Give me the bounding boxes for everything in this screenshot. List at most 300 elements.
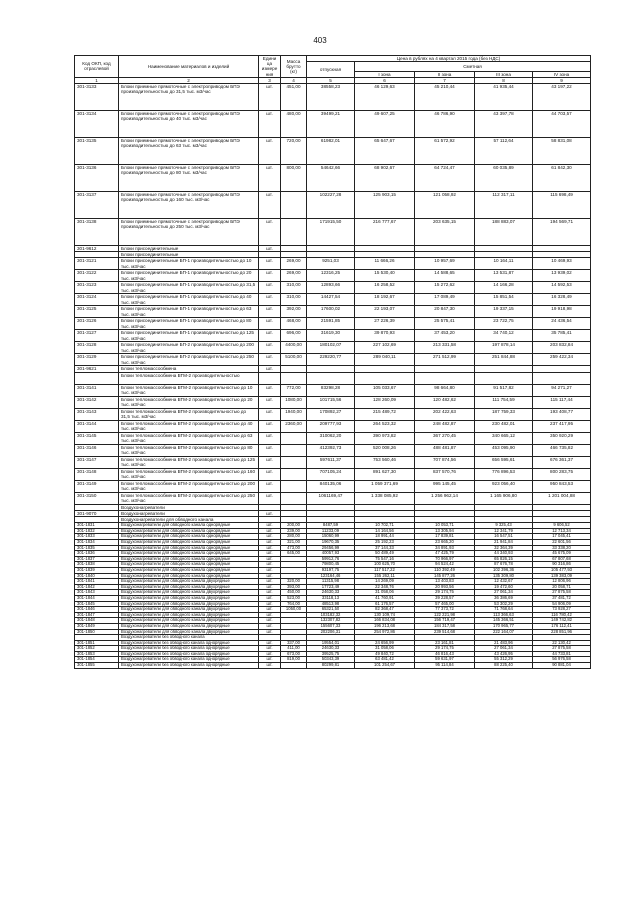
cell-unit: шт. (259, 595, 281, 601)
cell-release-price: 209777,93 (307, 420, 355, 432)
cell-code: 301-1852 (75, 646, 119, 652)
cell-zone4-price: 45 675,09 (533, 551, 591, 557)
cell-zone1-price: 227 102,69 (355, 342, 415, 354)
cell-name: Блоки тепломассообмена (119, 366, 259, 372)
cell-zone2-price: 23 665,20 (415, 540, 475, 546)
cell-zone2-price: 14 588,65 (415, 270, 475, 282)
cell-zone3-price: 656 595,61 (475, 456, 533, 468)
cell-zone2-price: 20 847,30 (415, 306, 475, 318)
cell-zone4-price: 115 117,44 (533, 396, 591, 408)
cell-unit: шт. (259, 330, 281, 342)
cell-zone1-price: 61 176,57 (355, 601, 415, 607)
cell-zone4-price: 237 417,95 (533, 420, 591, 432)
cell-zone3-price: 145 366,51 (475, 618, 533, 624)
cell-zone4-price: 259 422,34 (533, 354, 591, 366)
cell-zone2-price: 61 572,92 (415, 138, 475, 165)
cell-name: Блоки присоединительные (119, 252, 259, 258)
cell-name: Блоки тепломассообмена БТМ-2 производительностью до 250 тыс. м3/час (119, 492, 259, 504)
cell-zone1-price: 16 258,52 (355, 282, 415, 294)
cell-zone1-price: 166 834,08 (355, 618, 415, 624)
col-code-header: Код ОКП, код отраслевой (75, 56, 119, 78)
cell-zone1-price: 24 656,99 (355, 640, 415, 646)
cell-zone1-price: 63 481,42 (355, 657, 415, 663)
cell-zone1-price: 101 254,67 (355, 663, 415, 669)
cell-mass: 645,00 (281, 551, 307, 557)
cell-code: 301-3149 (75, 480, 119, 492)
cell-zone3-price: 187 759,33 (475, 408, 533, 420)
cell-code: 301-3150 (75, 492, 119, 504)
cell-code: 301-3146 (75, 444, 119, 456)
cell-unit: шт. (259, 480, 281, 492)
cell-zone4-price: 194 569,71 (533, 219, 591, 246)
cell-unit: шт. (259, 306, 281, 318)
cell-release-price: 8487,59 (307, 523, 355, 529)
cell-code: 301-3138 (75, 219, 119, 246)
table-row (75, 567, 591, 573)
cell-zone3-price: 15 851,54 (475, 294, 533, 306)
cell-zone4-price: 350 920,29 (533, 432, 591, 444)
cell-code: 301-1853 (75, 651, 119, 657)
cell-name: Блоки тепломассообмена БТМ-2 производительностью до 63 тыс. м3/час (119, 432, 259, 444)
table-row (75, 294, 591, 306)
cell-zone1-price: 254 972,86 (355, 629, 415, 635)
cell-code: 301-1843 (75, 590, 119, 596)
cell-zone4-price: 22 601,56 (533, 540, 591, 546)
cell-zone4-price: 73 928,27 (533, 607, 591, 613)
col-price-header: Цена в рублях на 4 квартал 2015 года (без НДС) (307, 56, 591, 62)
col-number: 6 (355, 77, 415, 83)
cell-zone2-price: 45 210,44 (415, 84, 475, 111)
cell-unit: шт. (259, 384, 281, 396)
cell-zone2-price: 213 331,58 (415, 342, 475, 354)
cell-name: Воздухонагреватели для обводного канала однорядные (119, 534, 259, 540)
cell-name: Блоки тепломассообмена БТМ-2 производительностью до 20 тыс. м3/час (119, 396, 259, 408)
cell-zone2-price: 110 392,49 (415, 567, 475, 573)
cell-zone4-price: 90 316,86 (533, 562, 591, 568)
col-number: 4 (281, 77, 307, 83)
table-row (75, 573, 591, 579)
col-estimate-header: Сметная (355, 62, 591, 71)
cell-zone2-price: 121 058,92 (415, 192, 475, 219)
cell-unit: шт. (259, 584, 281, 590)
cell-release-price: 19670,35 (307, 540, 355, 546)
cell-name: Воздухонагреватели для обводного канала двухрядные (119, 601, 259, 607)
cell-release-price: 12893,66 (307, 282, 355, 294)
cell-name: Воздухонагреватели для обводного канала однорядные (119, 567, 259, 573)
cell-mass (281, 492, 307, 504)
table-header (75, 56, 591, 84)
cell-mass: 5100,00 (281, 354, 307, 366)
cell-zone3-price: 222 164,07 (475, 629, 533, 635)
cell-zone2-price: 10 957,69 (415, 258, 475, 270)
cell-code: 301-3133 (75, 84, 119, 111)
cell-name: Воздухонагреватели для обводного канала двухрядные (119, 595, 259, 601)
cell-unit: шт. (259, 601, 281, 607)
cell-release-price: 24630,33 (307, 646, 355, 652)
table-row (75, 318, 591, 330)
cell-zone1-price: 125 903,15 (355, 192, 415, 219)
cell-zone3-price: 776 896,53 (475, 468, 533, 480)
cell-code: 301-9070 (75, 510, 119, 516)
cell-release-price: 38558,23 (307, 84, 355, 111)
cell-zone1-price: 390 973,82 (355, 432, 415, 444)
cell-zone2-price: 17 089,49 (415, 294, 475, 306)
cell-zone4-price: 17 045,41 (533, 534, 591, 540)
cell-zone4-price: 37 481,72 (533, 595, 591, 601)
table-row (75, 408, 591, 420)
col-number: 9 (533, 77, 591, 83)
cell-release-price: 31619,30 (307, 330, 355, 342)
cell-release-price: 48513,98 (307, 601, 355, 607)
cell-code: 301-3126 (75, 318, 119, 330)
cell-zone1-price: 49 840,72 (355, 651, 415, 657)
cell-zone4-price: 10 469,93 (533, 258, 591, 270)
cell-zone1-price: 105 033,67 (355, 384, 415, 396)
cell-unit: шт. (259, 623, 281, 629)
cell-release-price: 132307,82 (307, 618, 355, 624)
cell-unit: шт. (259, 246, 281, 252)
cell-release-price: 29456,99 (307, 545, 355, 551)
cell-name: Блоки присоединительные БП-2 производительностью до 200 тыс. м3/час (119, 342, 259, 354)
cell-release-price: 11233,09 (307, 528, 355, 534)
cell-zone4-price: 24 436,54 (533, 318, 591, 330)
table-row (75, 84, 591, 111)
cell-code: 301-3148 (75, 468, 119, 480)
cell-zone1-price: 27 226,39 (355, 318, 415, 330)
cell-zone3-price: 71 768,64 (475, 607, 533, 613)
cell-zone2-price: 98 664,80 (415, 384, 475, 396)
cell-name: Блоки тепломассообмена БТМ-2 производительностью до 125 тыс. м3/час (119, 456, 259, 468)
cell-unit: шт. (259, 84, 281, 111)
cell-zone2-price: 37 453,20 (415, 330, 475, 342)
cell-unit: шт. (259, 354, 281, 366)
cell-code: 301-1842 (75, 584, 119, 590)
cell-zone1-price: 130 109,74 (355, 612, 415, 618)
cell-code: 301-1846 (75, 607, 119, 613)
cell-release-price: 59912,76 (307, 556, 355, 562)
col-zone1-header: I зона (355, 71, 415, 77)
table-row (75, 306, 591, 318)
cell-zone3-price: 10 164,11 (475, 258, 533, 270)
cell-mass (281, 444, 307, 456)
cell-zone3-price: 230 482,01 (475, 420, 533, 432)
cell-zone1-price: 49 607,25 (355, 111, 415, 138)
cell-zone2-price: 995 145,45 (415, 480, 475, 492)
cell-unit: шт. (259, 444, 281, 456)
cell-name: Блоки тепломассообмена БТМ-2 производительностью до 40 тыс. м3/час (119, 420, 259, 432)
cell-code: 301-3143 (75, 408, 119, 420)
cell-zone1-price: 68 902,67 (355, 165, 415, 192)
cell-code: 301-9612 (75, 246, 119, 252)
cell-zone1-price: 31 058,06 (355, 590, 415, 596)
cell-unit: шт. (259, 510, 281, 516)
cell-unit (259, 372, 281, 384)
cell-release-price: 412392,73 (307, 444, 355, 456)
cell-zone4-price: 35 785,41 (533, 330, 591, 342)
cell-zone2-price: 120 482,62 (415, 396, 475, 408)
cell-code: 301-1840 (75, 573, 119, 579)
cell-release-price: 33118,13 (307, 595, 355, 601)
cell-zone3-price: 27 061,34 (475, 590, 533, 596)
cell-zone3-price: 91 517,82 (475, 384, 533, 396)
cell-zone2-price: 95 114,84 (415, 663, 475, 669)
cell-zone2-price: 239 514,68 (415, 629, 475, 635)
table-row (75, 138, 591, 165)
cell-zone1-price: 82 368,47 (355, 607, 415, 613)
cell-zone3-price: 32 364,39 (475, 545, 533, 551)
cell-zone3-price: 170 965,77 (475, 623, 533, 629)
col-number: 8 (475, 77, 533, 83)
cell-code: 301-1832 (75, 528, 119, 534)
cell-zone1-price: 215 489,72 (355, 408, 415, 420)
cell-unit: шт. (259, 534, 281, 540)
cell-release-price: 707105,24 (307, 468, 355, 480)
cell-zone3-price: 36 386,69 (475, 595, 533, 601)
cell-name: Воздухонагреватели (119, 510, 259, 516)
cell-zone4-price: 105 477,93 (533, 567, 591, 573)
cell-zone4-price: 115 698,49 (533, 192, 591, 219)
col-number: 7 (415, 77, 475, 83)
cell-code: 301-1836 (75, 551, 119, 557)
cell-release-price: 65321,50 (307, 607, 355, 613)
cell-code: 301-1834 (75, 540, 119, 546)
cell-zone2-price: 47 425,79 (415, 551, 475, 557)
cell-code: 301-3121 (75, 258, 119, 270)
cell-name: Воздухонагреватели для обводного канала однорядные (119, 523, 259, 529)
cell-unit: шт. (259, 468, 281, 480)
cell-zone3-price: 102 396,36 (475, 567, 533, 573)
col-number: 2 (119, 77, 259, 83)
cell-unit: шт. (259, 640, 281, 646)
cell-zone1-price: 264 523,32 (355, 420, 415, 432)
table-row (75, 165, 591, 192)
cell-release-price: 50343,39 (307, 657, 355, 663)
cell-zone3-price: 44 340,93 (475, 551, 533, 557)
cell-release-price: 83298,28 (307, 384, 355, 396)
cell-zone2-price: 17 839,81 (415, 534, 475, 540)
cell-name: Воздухонагреватели без обводного канала однорядные (119, 651, 259, 657)
cell-zone4-price: 44 703,57 (533, 111, 591, 138)
cell-name: Блоки тепломассообмена БТМ-2 производительностью (119, 372, 259, 384)
cell-zone3-price: 55 312,29 (475, 657, 533, 663)
cell-name: Блоки присоединительные БП-1 производительностью до 10 тыс. м3/час (119, 258, 259, 270)
cell-mass (281, 480, 307, 492)
table-row (75, 219, 591, 246)
cell-zone1-price: 14 269,09 (355, 579, 415, 585)
cell-unit: шт. (259, 646, 281, 652)
table-row (75, 396, 591, 408)
price-table (74, 55, 591, 669)
cell-unit: шт. (259, 420, 281, 432)
cell-mass: 772,00 (281, 384, 307, 396)
cell-name: Блоки тепломассообмена БТМ-2 производительностью до 10 тыс. м3/час (119, 384, 259, 396)
cell-name: Блоки присоединительные БП-1 производительностью до 31,5 тыс. м3/час (119, 282, 259, 294)
cell-mass: 280,00 (281, 534, 307, 540)
cell-zone3-price: 1 165 906,80 (475, 492, 533, 504)
cell-name: Блоки приемные прямоточные с электроприводом БПЭ производительностью до 250 тыс. м3/час (119, 219, 259, 246)
cell-zone1-price: 117 517,22 (355, 567, 415, 573)
cell-zone4-price: 139 383,09 (533, 573, 591, 579)
cell-unit: шт. (259, 282, 281, 294)
cell-zone3-price: 34 740,12 (475, 330, 533, 342)
table-row (75, 111, 591, 138)
cell-code: 301-1850 (75, 629, 119, 635)
cell-unit: шт. (259, 573, 281, 579)
page-number: 403 (313, 36, 327, 45)
cell-zone3-price: 43 426,95 (475, 651, 533, 657)
cell-zone4-price: 149 742,82 (533, 618, 591, 624)
cell-mass: 321,00 (281, 540, 307, 546)
cell-zone1-price: 18 991,44 (355, 534, 415, 540)
cell-zone3-price: 188 883,07 (475, 219, 533, 246)
cell-code: 301-1831 (75, 523, 119, 529)
cell-zone4-price: 800 283,75 (533, 468, 591, 480)
cell-zone4-price: 44 733,81 (533, 651, 591, 657)
cell-zone3-price: 112 317,11 (475, 192, 533, 219)
cell-unit: шт. (259, 432, 281, 444)
cell-zone4-price: 14 592,53 (533, 282, 591, 294)
cell-name: Блоки тепломассообмена БТМ-2 производительностью до 80 тыс. м3/час (119, 444, 259, 456)
cell-release-price: 310062,20 (307, 432, 355, 444)
cell-mass: 2360,00 (281, 420, 307, 432)
cell-unit: шт. (259, 590, 281, 596)
cell-code: 301-1839 (75, 567, 119, 573)
table-row (75, 468, 591, 480)
cell-name: Блоки приемные прямоточные с электроприводом БПЭ производительностью до 40 тыс. м3/час (119, 111, 259, 138)
cell-release-price: 103182,32 (307, 612, 355, 618)
cell-release-price: 14427,54 (307, 294, 355, 306)
cell-code: 301-1849 (75, 623, 119, 629)
cell-zone3-price: 9 325,43 (475, 523, 533, 529)
cell-unit: шт. (259, 551, 281, 557)
cell-mass: 468,00 (281, 318, 307, 330)
cell-zone4-price: 1 201 004,88 (533, 492, 591, 504)
cell-zone1-price: 10 702,71 (355, 523, 415, 529)
cell-zone1-price: 128 260,09 (355, 396, 415, 408)
cell-release-price: 155607,33 (307, 623, 355, 629)
cell-zone2-price: 248 482,87 (415, 420, 475, 432)
cell-name: Блоки тепломассообмена БТМ-2 производительностью до 160 тыс. м3/час (119, 468, 259, 480)
cell-name: Воздухонагреватели для обводного канала двухрядные (119, 607, 259, 613)
cell-zone2-price: 57 465,00 (415, 601, 475, 607)
cell-zone4-price: 90 881,04 (533, 663, 591, 669)
table-row (75, 492, 591, 504)
cell-mass: 720,00 (281, 138, 307, 165)
cell-code: 301-3127 (75, 330, 119, 342)
cell-release-price: 39525,75 (307, 651, 355, 657)
cell-zone3-price: 27 061,34 (475, 646, 533, 652)
table-row (75, 663, 591, 669)
cell-zone2-price: 46 786,90 (415, 111, 475, 138)
table-row (75, 480, 591, 492)
table-row (75, 629, 591, 635)
cell-zone3-price: 113 366,63 (475, 612, 533, 618)
cell-mass: 480,00 (281, 111, 307, 138)
cell-name: Воздухонагреватели для обводного канала двухрядные (119, 584, 259, 590)
cell-zone2-price: 271 512,99 (415, 354, 475, 366)
cell-zone2-price (415, 372, 475, 384)
col-number: 1 (75, 77, 119, 83)
cell-unit: шт. (259, 663, 281, 669)
cell-zone4-price: 56 976,58 (533, 657, 591, 663)
cell-zone2-price: 145 877,26 (415, 573, 475, 579)
cell-zone1-price: 100 625,70 (355, 562, 415, 568)
cell-name: Блоки присоединительные БП-1 производительностью до 20 тыс. м3/час (119, 270, 259, 282)
cell-release-price: 202206,31 (307, 629, 355, 635)
cell-zone3-price (475, 372, 533, 384)
cell-code: 301-1855 (75, 663, 119, 669)
cell-release-price: 17723,49 (307, 584, 355, 590)
cell-zone3-price: 60 035,89 (475, 165, 533, 192)
cell-release-price: 17600,02 (307, 306, 355, 318)
cell-release-price: 1061169,47 (307, 492, 355, 504)
cell-zone2-price: 23 161,81 (415, 640, 475, 646)
cell-unit: шт. (259, 456, 281, 468)
cell-release-price: 102227,28 (307, 192, 355, 219)
table-row (75, 192, 591, 219)
cell-mass (281, 468, 307, 480)
cell-unit: шт. (259, 294, 281, 306)
cell-name: Воздухонагреватели для обводного канала двухрядные (119, 623, 259, 629)
cell-zone1-price: 41 760,91 (355, 595, 415, 601)
cell-release-price: 180102,07 (307, 342, 355, 354)
cell-zone1-price: 520 008,26 (355, 444, 415, 456)
cell-zone4-price: 950 843,53 (533, 480, 591, 492)
cell-name: Воздухонагреватели для обводного канала двухрядные (119, 590, 259, 596)
cell-mass: 523,00 (281, 595, 307, 601)
cell-mass (281, 372, 307, 384)
cell-name: Воздухонагреватели для обводного канала однорядные (119, 562, 259, 568)
col-number: 3 (259, 77, 281, 83)
cell-zone2-price: 156 719,47 (415, 618, 475, 624)
cell-unit: шт. (259, 342, 281, 354)
cell-zone2-price: 29 174,75 (415, 646, 475, 652)
cell-release-price (307, 372, 355, 384)
cell-zone2-price: 202 422,63 (415, 408, 475, 420)
cell-zone1-price: 25 192,23 (355, 540, 415, 546)
table-row (75, 432, 591, 444)
cell-mass (281, 663, 307, 669)
cell-unit: шт. (259, 523, 281, 529)
cell-name: Воздухонагреватели для обводного канала (119, 517, 259, 523)
cell-zone4-price: 94 271,27 (533, 384, 591, 396)
cell-code: 301-3129 (75, 354, 119, 366)
cell-name: Воздухонагреватели для обводного канала двухрядные (119, 629, 259, 635)
cell-zone3-price: 43 397,78 (475, 111, 533, 138)
cell-name: Воздухонагреватели без обводного канала однорядные (119, 646, 259, 652)
cell-zone3-price: 21 941,84 (475, 540, 533, 546)
cell-zone4-price: 67 807,68 (533, 556, 591, 562)
cell-zone3-price: 14 166,28 (475, 282, 533, 294)
cell-zone3-price: 923 056,40 (475, 480, 533, 492)
cell-unit: шт. (259, 408, 281, 420)
cell-code (75, 372, 119, 384)
cell-code: 301-3137 (75, 192, 119, 219)
cell-unit: шт. (259, 528, 281, 534)
cell-release-price: 597611,37 (307, 456, 355, 468)
cell-name: Воздухонагреватели без обводного канала (119, 635, 259, 641)
table-row (75, 258, 591, 270)
cell-zone1-price: 11 666,26 (355, 258, 415, 270)
cell-release-price: 171915,50 (307, 219, 355, 246)
cell-code: 301-3128 (75, 342, 119, 354)
table-body (75, 84, 591, 669)
cell-zone4-price: 22 130,42 (533, 640, 591, 646)
cell-mass: 696,00 (281, 330, 307, 342)
cell-zone3-price: 340 665,12 (475, 432, 533, 444)
cell-zone3-price: 13 531,87 (475, 270, 533, 282)
col-release-header: отпускная (307, 62, 355, 78)
